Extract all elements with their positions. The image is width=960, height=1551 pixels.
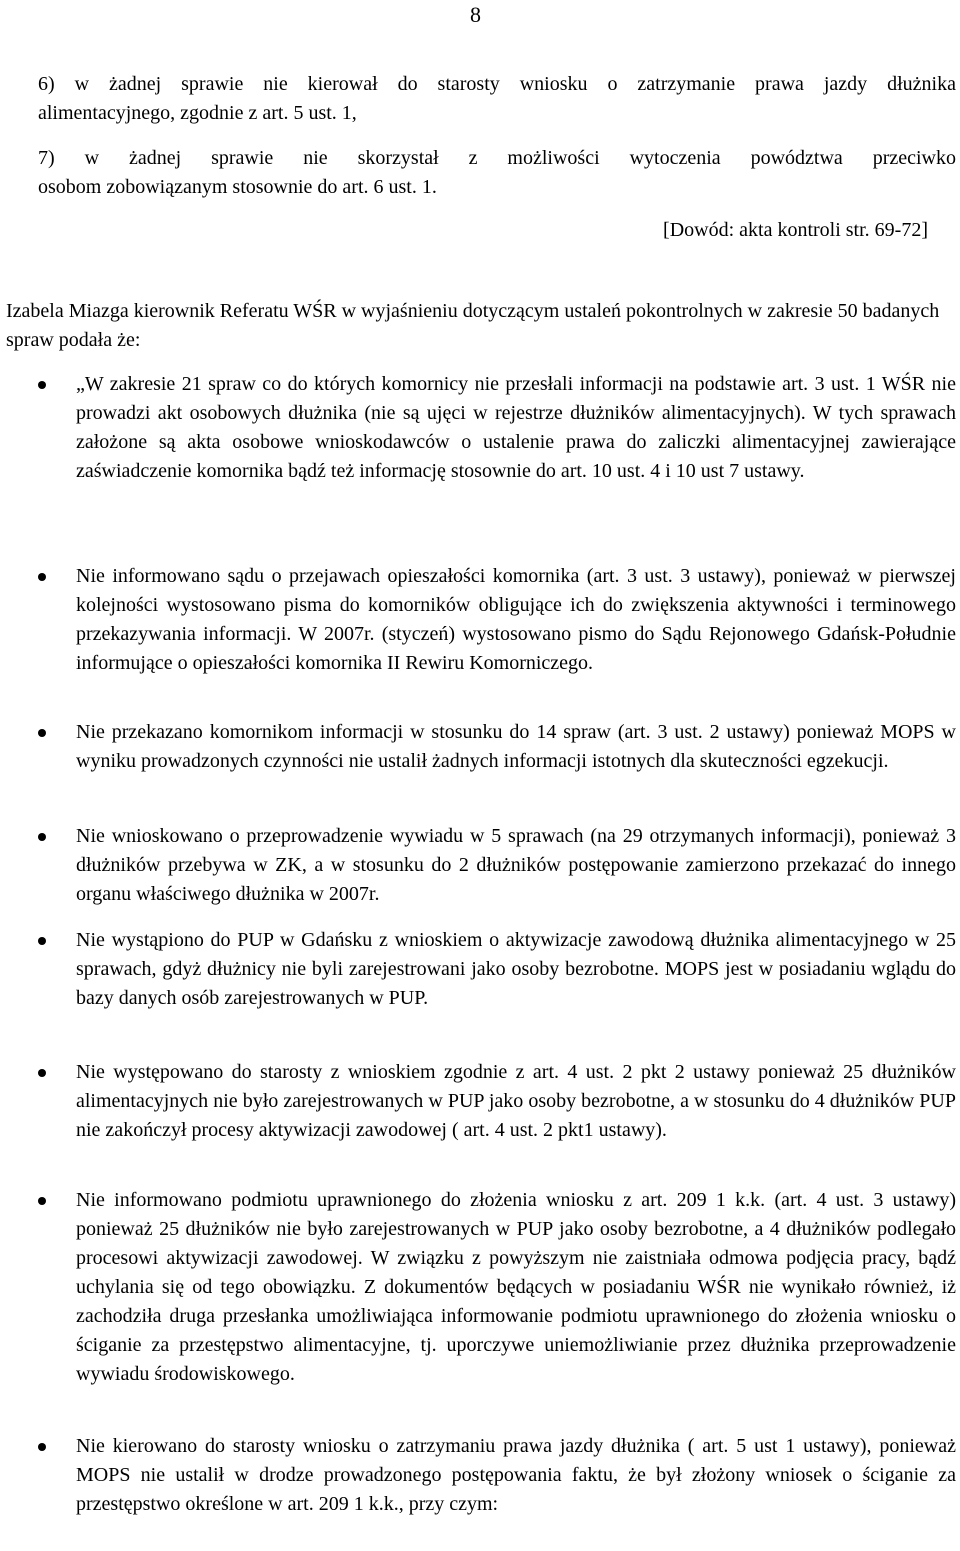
item-7-line-2: osobom zobowiązanym stosownie do art. 6 ust. 1. — [38, 176, 437, 198]
bullet-icon — [38, 1443, 46, 1451]
bullet-icon — [38, 833, 46, 841]
bullet-icon — [38, 937, 46, 945]
list-item-text: Nie wnioskowano o przeprowadzenie wywiadu w 5 sprawach (na 29 otrzymanych informacji), ponieważ 3 dłużników przebywa w ZK, a w stosunku do 2 dłużników postępowanie zamierzono przekazać do innego organu właściwego dłużnika w 2007r. — [76, 825, 956, 905]
list-item-text: Nie informowano podmiotu uprawnionego do złożenia wniosku z art. 209 1 k.k. (art. 4 ust. 3 ustawy) ponieważ 25 dłużników nie było zarejestrowanych w PUP jako osoby bezrobotne, a 4 dłużników podlegało procesowi aktywizacji zawodowej. W związku z powyższym nie zaistniała odmowa podjęcia pracy, bądź uchylania się od tego obowiązku. Z dokumentów będących w posiadaniu WŚR nie wynikało również, iż zachodziła druga przesłanka umożliwiająca informowanie podmiotu uprawnionego do złożenia wniosku o ściganie za przestępstwo alimentacyjne, tj. uporczywe uniemożliwianie przez dłużnika przeprowadzenie wywiadu środowiskowego. — [76, 1189, 956, 1385]
page-number: 8 — [470, 2, 481, 27]
list-item-text: Nie wystąpiono do PUP w Gdańsku z wnioskiem o aktywizacje zawodową dłużnika alimentacyjnego w 25 sprawach, gdyż dłużnicy nie byli zarejestrowani jako osoby bezrobotne. MOPS jest w posiadaniu wglądu do bazy danych osób zarejestrowanych w PUP. — [76, 929, 956, 1009]
bullet-icon — [38, 573, 46, 581]
list-item-text: „W zakresie 21 spraw co do których komornicy nie przesłali informacji na podstawie art. 3 ust. 1 WŚR nie prowadzi akt osobowych dłużnika (nie są ujęci w rejestrze dłużników alimentacyjnych). W tych sprawach założone są akta osobowe wnioskodawców o ustalenie prawa do zaliczki alimentacyjnej zawierające zaświadczenie komornika bądź też informację stosownie do art. 10 ust. 4 i 10 ust 7 ustawy. — [76, 373, 956, 482]
bullet-icon — [38, 1069, 46, 1077]
list-item-text: Nie przekazano komornikom informacji w stosunku do 14 spraw (art. 3 ust. 2 ustawy) ponieważ MOPS w wyniku prowadzonych czynności nie ustalił żadnych informacji istotnych dla skuteczności egzekucji. — [76, 721, 956, 772]
item-6-line-2: alimentacyjnego, zgodnie z art. 5 ust. 1, — [38, 102, 357, 124]
list-item-text: Nie informowano sądu o przejawach opieszałości komornika (art. 3 ust. 3 ustawy), ponieważ w pierwszej kolejności wystosowano pisma do komorników obligujące ich do zwiększenia aktywności i terminowego przekazywania informacji. W 2007r. (styczeń) wystosowano pismo do Sądu Rejonowego Gdańsk-Południe informujące o opieszałości komornika II Rewiru Komorniczego. — [76, 565, 956, 674]
list-item-text: Nie występowano do starosty z wnioskiem zgodnie z art. 4 ust. 2 pkt 2 ustawy ponieważ 25 dłużników alimentacyjnych nie było zarejestrowanych w PUP jako osoby bezrobotne, a w stosunku do 4 dłużników PUP nie zakończył procesy aktywizacji zawodowej ( art. 4 ust. 2 pkt1 ustawy). — [76, 1061, 956, 1141]
item-6-line-1: 6) w żadnej sprawie nie kierował do starosty wniosku o zatrzymanie prawa jazdy dłużnika — [38, 73, 956, 95]
bullet-icon — [38, 381, 46, 389]
bullet-icon — [38, 1197, 46, 1205]
item-7-line-1: 7) w żadnej sprawie nie skorzystał z możliwości wytoczenia powództwa przeciwko — [38, 147, 956, 169]
evidence-reference: [Dowód: akta kontroli str. 69-72] — [663, 219, 928, 241]
bullet-icon — [38, 729, 46, 737]
list-item-text: Nie kierowano do starosty wniosku o zatrzymaniu prawa jazdy dłużnika ( art. 5 ust 1 ustawy), ponieważ MOPS nie ustalił w drodze prowadzonego postępowania faktu, że był złożony wniosek o ściganie za przestępstwo określone w art. 209 1 k.k., przy czym: — [76, 1435, 956, 1515]
intro-paragraph: Izabela Miazga kierownik Referatu WŚR w wyjaśnieniu dotyczącym ustaleń pokontrolnych w zakresie 50 badanych spraw podała że: — [6, 300, 940, 351]
